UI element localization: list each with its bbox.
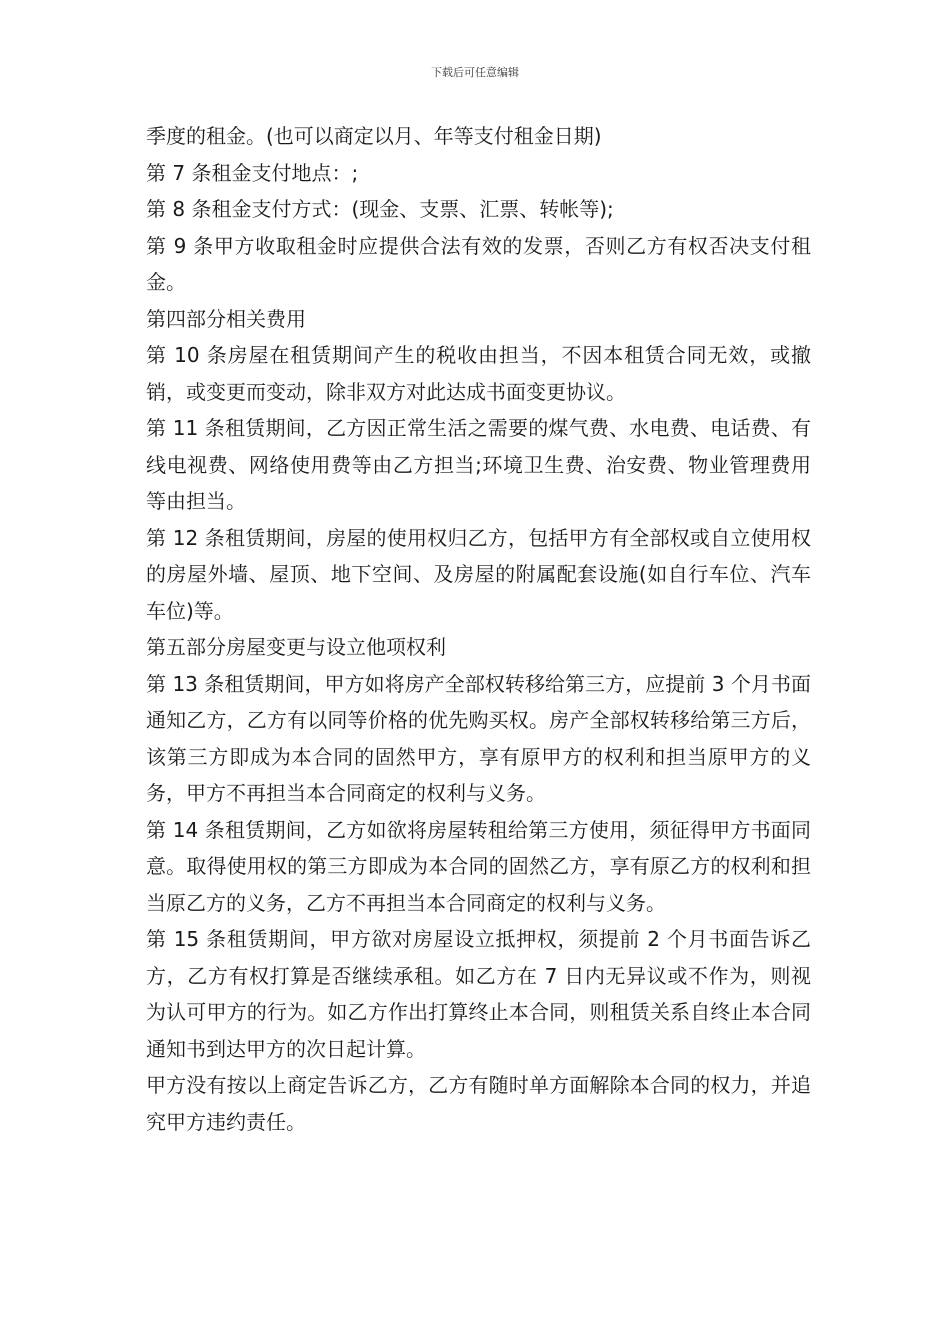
page-header: 下载后可任意编辑 [431,66,519,79]
paragraph: 第 14 条租赁期间，乙方如欲将房屋转租给第三方使用，须征得甲方书面同意。取得使用权的第三方即成为本合同的固然乙方，享有原乙方的权利和担当原乙方的义务，乙方不再担当本合同商定的权利与义务。 [146,817,811,915]
paragraph: 第 9 条甲方收取租金时应提供合法有效的发票，否则乙方有权否决支付租金。 [146,233,811,294]
paragraph: 第 13 条租赁期间，甲方如将房产全部权转移给第三方，应提前 3 个月书面通知乙方，乙方有以同等价格的优先购买权。房产全部权转移给第三方后，该第三方即成为本合同的固然甲方，享有原甲方的权利和担当原甲方的义务，甲方不再担当本合同商定的权利与义务。 [146,671,811,805]
paragraph: 第 15 条租赁期间，甲方欲对房屋设立抵押权，须提前 2 个月书面告诉乙方，乙方有权打算是否继续承租。如乙方在 7 日内无异议或不作为，则视为认可甲方的行为。如乙方作出打算终止本合同，则租赁关系自终止本合同通知书到达甲方的次日起计算。 [146,927,811,1061]
paragraph: 季度的租金。(也可以商定以月、年等支付租金日期) [146,124,602,148]
section-heading: 第四部分相关费用 [146,306,306,331]
section-heading: 第五部分房屋变更与设立他项权利 [146,635,446,659]
paragraph: 第 12 条租赁期间，房屋的使用权归乙方，包括甲方有全部权或自立使用权的房屋外墙、屋顶、地下空间、及房屋的附属配套设施(如自行车位、汽车车位)等。 [146,525,811,623]
paragraph: 第 8 条租金支付方式：(现金、支票、汇票、转帐等); [146,197,614,221]
paragraph: 甲方没有按以上商定告诉乙方，乙方有随时单方面解除本合同的权力，并追究甲方违约责任。 [146,1073,811,1134]
paragraph: 第 7 条租金支付地点：; [146,160,359,185]
paragraph: 第 10 条房屋在租赁期间产生的税收由担当，不因本租赁合同无效，或撤销，或变更而变动，除非双方对此达成书面变更协议。 [146,343,811,404]
document-body [146,118,811,1140]
paragraph: 第 11 条租赁期间，乙方因正常生活之需要的煤气费、水电费、电话费、有线电视费、网络使用费等由乙方担当;环境卫生费、治安费、物业管理费用等由担当。 [146,416,811,513]
